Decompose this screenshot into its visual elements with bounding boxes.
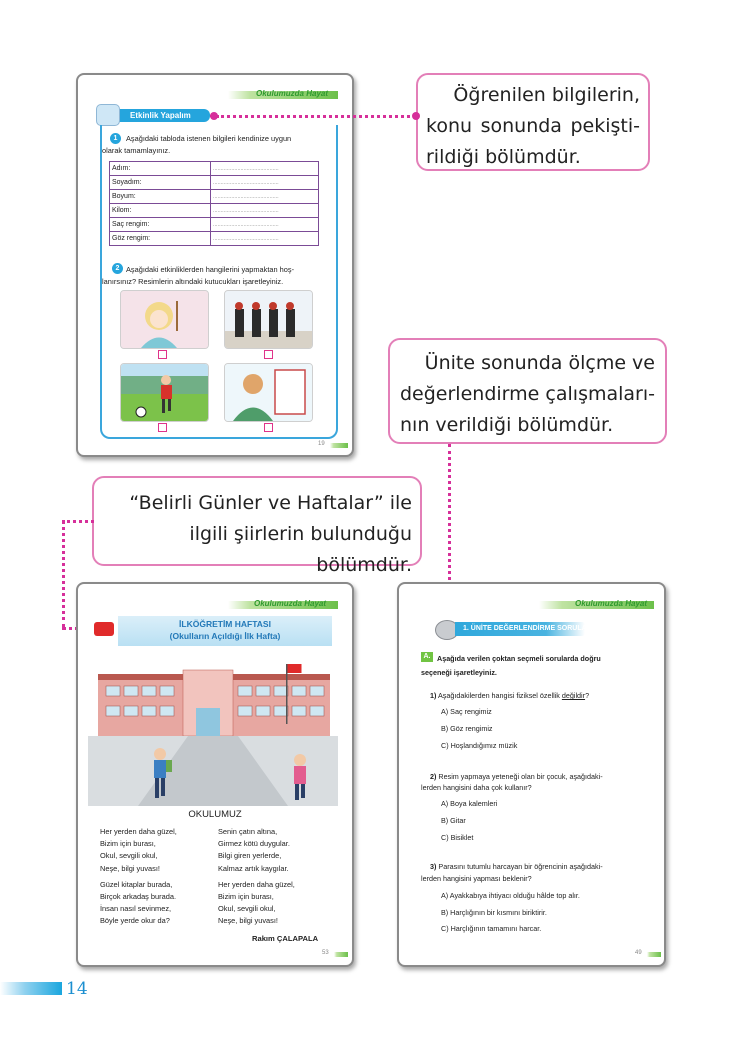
checkbox-painting[interactable] <box>264 423 273 432</box>
callout2-line2: değerlendirme çalışmaları- <box>400 383 655 405</box>
q1-option-c[interactable]: C) Hoşlandığımız müzik <box>441 741 518 750</box>
callout-poems-section <box>92 476 422 576</box>
q2-option-a[interactable]: A) Boya kalemleri <box>441 799 498 808</box>
page-header: Okulumuzda Hayat <box>254 599 327 608</box>
info-label: Adım: <box>110 162 211 176</box>
footer-bar <box>330 443 348 448</box>
connector-callout1 <box>216 115 416 118</box>
info-table <box>109 161 319 246</box>
evaluation-banner-label: 1. ÜNİTE DEĞERLENDİRME SORULARI <box>463 625 594 632</box>
q1-text: Aşağıdakilerden hangisi fiziksel özellik <box>438 691 562 700</box>
page-number-53: 53 <box>322 950 329 956</box>
callout1-line2: konu sonunda pekişti- <box>426 115 640 137</box>
info-table-row <box>110 218 319 232</box>
footer-bar <box>647 952 661 957</box>
poem-line: Böyle yerde okur da? <box>100 916 170 926</box>
q3-text: Parasını tutumlu harcayan bir öğrencinin aşağıdaki- <box>438 862 603 871</box>
title-line1: İLKÖĞRETİM HAFTASI <box>179 619 271 629</box>
football-illustration <box>121 364 208 421</box>
poem-line: Her yerden daha güzel, <box>100 827 177 836</box>
poem-line: Güzel kitaplar burada, <box>100 879 173 889</box>
checkbox-football[interactable] <box>158 423 167 432</box>
callout3-line1: “Belirli Günler ve Haftalar” ile <box>129 492 412 514</box>
question-1 <box>430 691 589 700</box>
q2-number-text: 2 <box>115 265 120 272</box>
poem-column-1 <box>100 826 177 928</box>
info-label: Göz rengim: <box>110 232 211 246</box>
callout-practice-section <box>416 73 650 171</box>
poem-line: Bilgi giren yerlerde, <box>218 851 282 861</box>
q1-number <box>110 133 121 144</box>
page-number-bar <box>0 982 62 995</box>
q1-underlined: değildir <box>561 691 586 700</box>
connector-dot-callout1 <box>412 112 420 120</box>
q2-text: Resim yapmaya yeteneği olan bir çocuk, aşağıdaki- <box>438 772 603 781</box>
poem-line: Neşe, bilgi yuvası! <box>218 916 278 926</box>
question-2-line2: lerden hangisini daha çok kullanır? <box>421 783 532 792</box>
q2-number <box>112 263 123 274</box>
info-table-row <box>110 190 319 204</box>
q1-text-end: ? <box>585 691 590 700</box>
q2-text-line1: Aşağıdaki etkinliklerden hangilerini yapmaktan hoş- <box>126 265 295 274</box>
poem-author: Rakım ÇALAPALA <box>252 934 319 943</box>
callout-evaluation-section <box>388 338 667 444</box>
painting-illustration <box>225 364 312 421</box>
info-blank[interactable]: ........................................... <box>211 162 319 176</box>
q1-text-line2: olarak tamamlayınız. <box>102 146 171 155</box>
q1-number-text: 1 <box>113 135 118 142</box>
poem-line: Her yerden daha güzel, <box>218 879 295 889</box>
q1-number: 1) <box>430 691 437 700</box>
info-blank[interactable]: ........................................... <box>211 176 319 190</box>
instruction-line2: seçeneği işaretleyiniz. <box>421 668 497 677</box>
football-image <box>120 363 209 422</box>
poem-line: Bizim için burası, <box>218 892 274 902</box>
poem-title: OKULUMUZ <box>188 809 242 820</box>
instruction-line1: Aşağıda verilen çoktan seçmeli sorularda doğru <box>437 654 601 663</box>
page-header: Okulumuzda Hayat <box>575 599 648 608</box>
poem-line: Bizim için burası, <box>100 839 156 849</box>
info-table-row <box>110 162 319 176</box>
checkbox-eating[interactable] <box>158 350 167 359</box>
folk-dancers-illustration <box>225 291 312 348</box>
page-number-19: 19 <box>318 441 325 447</box>
callout2-line1: Ünite sonunda ölçme ve <box>424 352 655 374</box>
girl-eating-illustration <box>121 291 208 348</box>
connector-dot-card1 <box>210 112 218 120</box>
callout3-line2: ilgili şiirlerin bulunduğu bölümdür. <box>189 523 412 576</box>
section-letter: A. <box>421 652 433 662</box>
connector-callout3-v <box>62 520 65 628</box>
activity-page-card <box>76 73 354 457</box>
info-blank[interactable]: ........................................... <box>211 204 319 218</box>
callout2-line3: nın verildiği bölümdür. <box>400 414 614 436</box>
footer-bar <box>334 952 348 957</box>
info-blank[interactable]: ........................................... <box>211 190 319 204</box>
question-2-line1 <box>430 772 603 781</box>
page-header: Okulumuzda Hayat <box>256 89 329 98</box>
poem-column-2 <box>218 826 295 928</box>
title-line2: (Okulların Açıldığı İlk Hafta) <box>169 631 281 641</box>
question-3-line2: lerden hangisini yapması beklenir? <box>421 874 532 883</box>
folk-dancers-image <box>224 290 313 349</box>
girl-eating-image <box>120 290 209 349</box>
info-label: Kilom: <box>110 204 211 218</box>
poem-page-card <box>76 582 354 967</box>
q1-text-line1: Aşağıdaki tabloda istenen bilgileri kendinize uygun <box>126 134 292 143</box>
poem-line: Kalmaz artık kaygılar. <box>218 863 289 873</box>
q2-option-b[interactable]: B) Gitar <box>441 816 466 825</box>
callout1-line1: Öğrenilen bilgilerin, <box>453 84 640 106</box>
info-blank[interactable]: ........................................... <box>211 218 319 232</box>
checkbox-dancing[interactable] <box>264 350 273 359</box>
question-3-line1 <box>430 862 603 871</box>
painting-image <box>224 363 313 422</box>
page-number: 14 <box>66 979 88 999</box>
q1-option-a[interactable]: A) Saç rengimiz <box>441 707 492 716</box>
q3-number: 3) <box>430 862 437 871</box>
q3-option-a[interactable]: A) Ayakkabıya ihtiyacı olduğu hâlde top alır. <box>441 891 580 900</box>
info-label: Boyum: <box>110 190 211 204</box>
callout1-line3: rildiği bölümdür. <box>426 146 581 168</box>
info-table-row <box>110 176 319 190</box>
connector-callout2 <box>448 444 451 599</box>
school-illustration <box>88 656 338 806</box>
poem-line: Senin çatın altına, <box>218 827 278 836</box>
poem-line: Okul, sevgili okul, <box>100 851 158 861</box>
q3-option-b[interactable]: B) Harçlığının bir kısmını biriktirir. <box>441 908 547 917</box>
q2-option-c[interactable]: C) Bisiklet <box>441 833 474 842</box>
q1-option-b[interactable]: B) Göz rengimiz <box>441 724 493 733</box>
poem-line: Neşe, bilgi yuvası! <box>100 863 160 873</box>
flag-badge-icon <box>94 622 114 636</box>
section-tag-label: Etkinlik Yapalım <box>130 111 191 120</box>
info-label: Soyadım: <box>110 176 211 190</box>
info-table-row <box>110 204 319 218</box>
q3-option-c[interactable]: C) Harçlığının tamamını harcar. <box>441 924 542 933</box>
q2-number: 2) <box>430 772 437 781</box>
info-blank[interactable]: ........................................... <box>211 232 319 246</box>
info-label: Saç rengim: <box>110 218 211 232</box>
poem-line: Okul, sevgili okul, <box>218 904 276 914</box>
connector-callout3-h <box>62 520 94 523</box>
page-number-49: 49 <box>635 950 642 956</box>
poem-line: Birçok arkadaş burada. <box>100 892 176 902</box>
evaluation-page-card <box>397 582 666 967</box>
poem-line: Girmez kötü duygular. <box>218 839 290 849</box>
poem-line: İnsan nasıl sevinmez, <box>100 904 172 914</box>
q2-text-line2: lanırsınız? Resimlerin altındaki kutucukları işaretleyiniz. <box>102 277 284 286</box>
info-table-row <box>110 232 319 246</box>
notebook-icon <box>96 104 120 126</box>
